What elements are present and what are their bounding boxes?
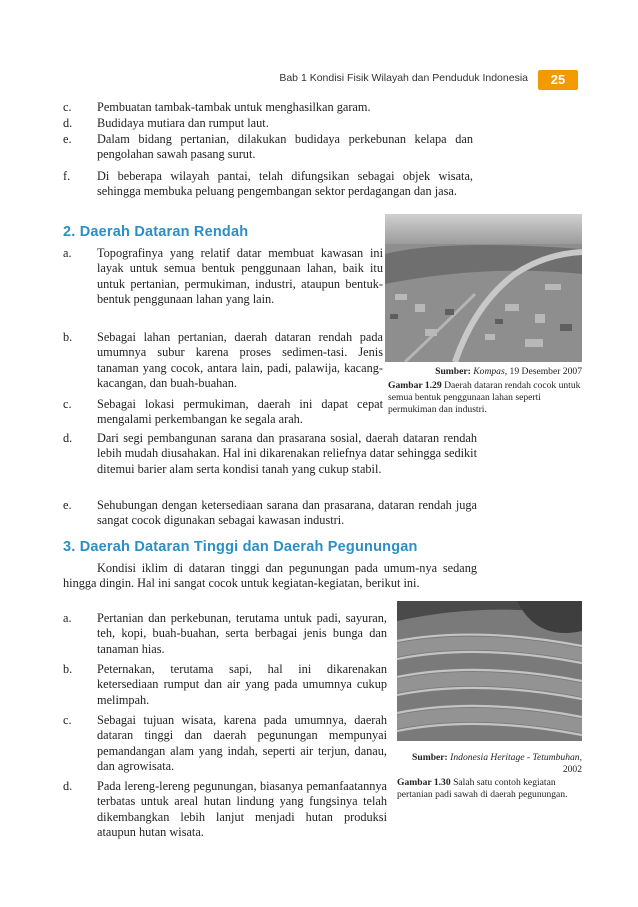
photo-lowland-city: [385, 214, 582, 362]
page-header: [0, 70, 638, 90]
section-heading-dataran-tinggi: 3. Daerah Dataran Tinggi dan Daerah Pegunungan: [63, 539, 418, 555]
section-heading-dataran-rendah: 2. Daerah Dataran Rendah: [63, 224, 249, 240]
section-intro: Kondisi iklim di dataran tinggi dan pegunungan pada umum-nya sedang hingga dingin. Hal ini sangat cocok untuk kegiatan-kegiatan, berikut ini.: [63, 561, 477, 591]
chapter-title: Bab 1 Kondisi Fisik Wilayah dan Penduduk Indonesia: [279, 72, 528, 84]
figure-source: Sumber: Indonesia Heritage - Tetumbuhan, 2002: [412, 752, 582, 775]
page-number: 25: [538, 70, 578, 90]
photo-rice-terraces: [397, 601, 582, 741]
figure-caption: Gambar 1.30 Salah satu contoh kegiatan pertanian padi sawah di daerah pegunungan.: [397, 777, 568, 800]
figure-source: Sumber: Kompas, 19 Desember 2007: [435, 366, 582, 377]
rice-terraces-image: [397, 601, 582, 741]
figure-caption: Gambar 1.29 Daerah dataran rendah cocok untuk semua bentuk penggunaan lahan seperti permukiman dan industri.: [388, 380, 581, 415]
lowland-city-image: [385, 214, 582, 362]
